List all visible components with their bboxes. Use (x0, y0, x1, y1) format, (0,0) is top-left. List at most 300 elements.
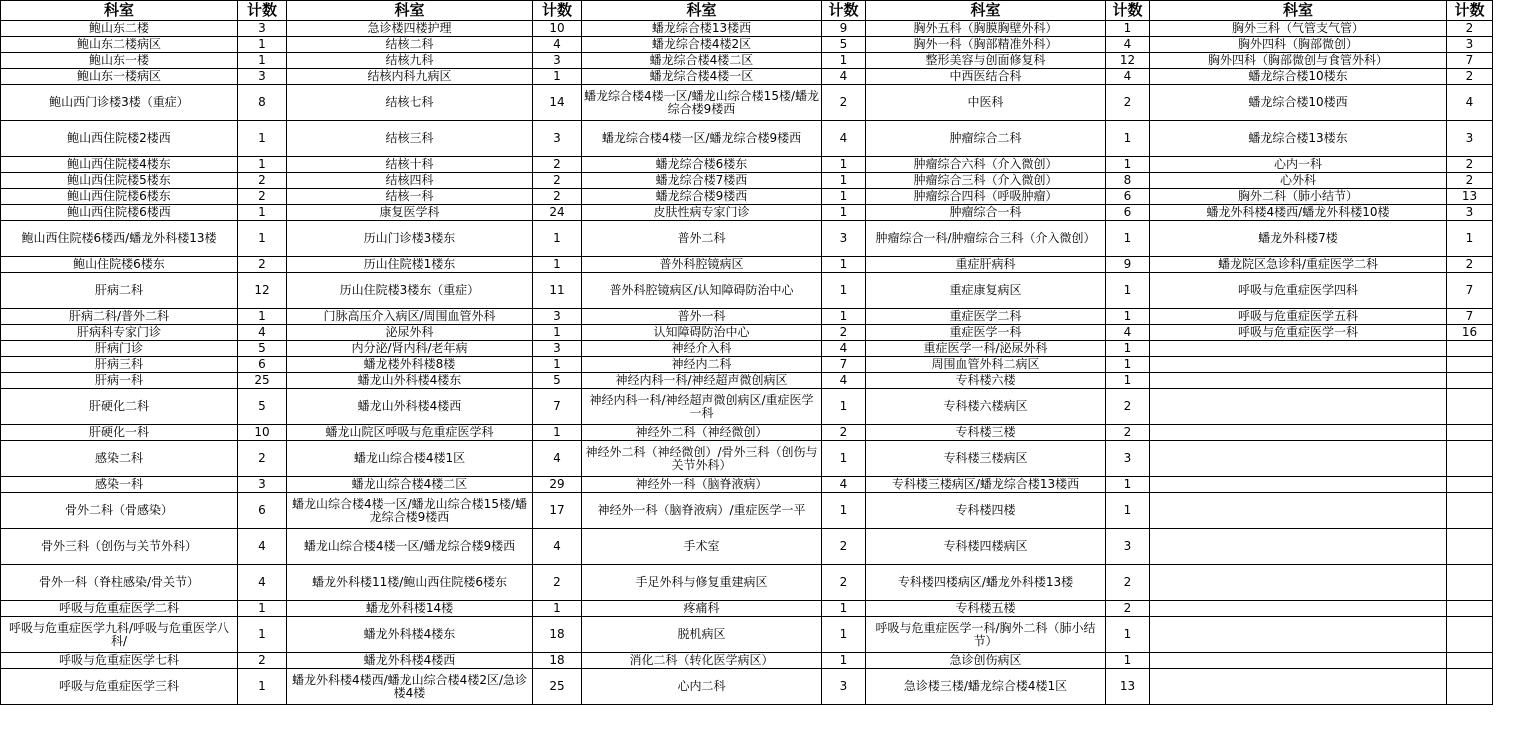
department-cell[interactable]: 蟠龙外科楼11楼/鲍山西住院楼6楼东 (287, 565, 533, 601)
count-cell[interactable] (1447, 425, 1493, 441)
column-header-department[interactable]: 科室 (1, 1, 238, 21)
department-cell[interactable]: 肿瘤综合四科（呼吸肿瘤） (866, 189, 1106, 205)
department-cell[interactable]: 专科楼三楼病区/蟠龙综合楼13楼西 (866, 477, 1106, 493)
department-cell[interactable]: 门脉高压介入病区/周围血管外科 (287, 309, 533, 325)
count-cell[interactable]: 2 (238, 173, 287, 189)
department-cell[interactable]: 蟠龙院区急诊科/重症医学二科 (1150, 257, 1447, 273)
count-cell[interactable]: 1 (533, 601, 582, 617)
department-cell[interactable]: 呼吸与危重症医学一科 (1150, 325, 1447, 341)
department-cell[interactable]: 胸外三科（气管支气管） (1150, 21, 1447, 37)
department-cell[interactable]: 急诊楼四楼护理 (287, 21, 533, 37)
count-cell[interactable]: 3 (1447, 121, 1493, 157)
count-cell[interactable]: 12 (238, 273, 287, 309)
department-cell[interactable]: 结核三科 (287, 121, 533, 157)
department-cell[interactable]: 骨外三科（创伤与关节外科） (1, 529, 238, 565)
department-cell[interactable]: 蟠龙综合楼4楼一区/蟠龙山综合楼15楼/蟠龙综合楼9楼西 (582, 85, 822, 121)
department-cell[interactable]: 中医科 (866, 85, 1106, 121)
department-cell[interactable]: 神经外二科（神经微创） (582, 425, 822, 441)
count-cell[interactable]: 4 (1106, 37, 1150, 53)
department-cell[interactable]: 胸外五科（胸膜胸壁外科） (866, 21, 1106, 37)
count-cell[interactable]: 1 (822, 173, 866, 189)
count-cell[interactable]: 1 (822, 157, 866, 173)
count-cell[interactable]: 16 (1447, 325, 1493, 341)
count-cell[interactable]: 2 (822, 325, 866, 341)
department-cell[interactable]: 神经内二科 (582, 357, 822, 373)
department-cell[interactable]: 周围血管外科二病区 (866, 357, 1106, 373)
count-cell[interactable] (1447, 493, 1493, 529)
department-cell[interactable]: 神经介入科 (582, 341, 822, 357)
count-cell[interactable]: 4 (238, 325, 287, 341)
count-cell[interactable]: 1 (238, 601, 287, 617)
department-cell[interactable]: 急诊楼三楼/蟠龙综合楼4楼1区 (866, 669, 1106, 705)
department-cell[interactable] (1150, 425, 1447, 441)
department-cell[interactable]: 重症医学一科/泌尿外科 (866, 341, 1106, 357)
count-cell[interactable]: 9 (1106, 257, 1150, 273)
count-cell[interactable]: 5 (238, 341, 287, 357)
count-cell[interactable]: 18 (533, 617, 582, 653)
department-cell[interactable]: 鲍山西门诊楼3楼（重症） (1, 85, 238, 121)
count-cell[interactable]: 4 (238, 529, 287, 565)
department-cell[interactable]: 肿瘤综合六科（介入微创） (866, 157, 1106, 173)
department-cell[interactable]: 肿瘤综合二科 (866, 121, 1106, 157)
department-cell[interactable] (1150, 617, 1447, 653)
count-cell[interactable]: 2 (533, 157, 582, 173)
count-cell[interactable]: 10 (238, 425, 287, 441)
department-cell[interactable]: 蟠龙外科楼4楼西 (287, 653, 533, 669)
count-cell[interactable]: 13 (1447, 189, 1493, 205)
department-cell[interactable]: 认知障碍防治中心 (582, 325, 822, 341)
department-cell[interactable]: 专科楼六楼 (866, 373, 1106, 389)
count-cell[interactable]: 4 (822, 121, 866, 157)
count-cell[interactable]: 2 (1447, 257, 1493, 273)
count-cell[interactable]: 4 (822, 341, 866, 357)
department-cell[interactable]: 皮肤性病专家门诊 (582, 205, 822, 221)
count-cell[interactable]: 1 (533, 357, 582, 373)
count-cell[interactable]: 1 (822, 617, 866, 653)
count-cell[interactable]: 1 (238, 121, 287, 157)
count-cell[interactable]: 1 (1106, 341, 1150, 357)
count-cell[interactable]: 4 (1447, 85, 1493, 121)
department-cell[interactable]: 神经内科一科/神经超声微创病区/重症医学一科 (582, 389, 822, 425)
count-cell[interactable]: 3 (238, 477, 287, 493)
count-cell[interactable]: 7 (822, 357, 866, 373)
department-cell[interactable]: 蟠龙综合楼4楼一区 (582, 69, 822, 85)
department-cell[interactable]: 骨外二科（骨感染） (1, 493, 238, 529)
department-cell[interactable]: 鲍山住院楼6楼东 (1, 257, 238, 273)
count-cell[interactable] (1447, 477, 1493, 493)
count-cell[interactable]: 1 (533, 257, 582, 273)
department-cell[interactable]: 结核一科 (287, 189, 533, 205)
column-header-count[interactable]: 计数 (1106, 1, 1150, 21)
count-cell[interactable]: 3 (533, 53, 582, 69)
department-cell[interactable] (1150, 601, 1447, 617)
count-cell[interactable]: 2 (1447, 173, 1493, 189)
count-cell[interactable]: 4 (533, 529, 582, 565)
department-cell[interactable]: 肝病一科 (1, 373, 238, 389)
department-cell[interactable]: 蟠龙外科楼4楼东 (287, 617, 533, 653)
column-header-count[interactable]: 计数 (533, 1, 582, 21)
count-cell[interactable]: 4 (533, 441, 582, 477)
department-cell[interactable]: 胸外四科（胸部微创与食管外科） (1150, 53, 1447, 69)
department-cell[interactable]: 心内二科 (582, 669, 822, 705)
count-cell[interactable]: 3 (533, 341, 582, 357)
count-cell[interactable]: 1 (822, 309, 866, 325)
department-cell[interactable]: 结核九科 (287, 53, 533, 69)
count-cell[interactable]: 4 (822, 69, 866, 85)
department-cell[interactable]: 肝病二科/普外二科 (1, 309, 238, 325)
count-cell[interactable]: 4 (533, 37, 582, 53)
count-cell[interactable]: 2 (822, 529, 866, 565)
count-cell[interactable]: 1 (822, 389, 866, 425)
department-cell[interactable]: 消化二科（转化医学病区） (582, 653, 822, 669)
count-cell[interactable]: 6 (1106, 205, 1150, 221)
count-cell[interactable]: 7 (1447, 273, 1493, 309)
count-cell[interactable]: 6 (238, 493, 287, 529)
department-cell[interactable] (1150, 373, 1447, 389)
department-cell[interactable]: 重症肝病科 (866, 257, 1106, 273)
department-cell[interactable]: 蟠龙外科楼14楼 (287, 601, 533, 617)
department-cell[interactable] (1150, 653, 1447, 669)
count-cell[interactable]: 1 (533, 69, 582, 85)
department-cell[interactable]: 专科楼五楼 (866, 601, 1106, 617)
department-cell[interactable]: 神经外一科（脑脊液病）/重症医学一平 (582, 493, 822, 529)
department-cell[interactable]: 骨外一科（脊柱感染/骨关节） (1, 565, 238, 601)
department-cell[interactable]: 手术室 (582, 529, 822, 565)
department-cell[interactable]: 历山门诊楼3楼东 (287, 221, 533, 257)
department-cell[interactable]: 神经外二科（神经微创）/骨外三科（创伤与关节外科） (582, 441, 822, 477)
department-cell[interactable]: 呼吸与危重症医学九科/呼吸与危重医学八科/ (1, 617, 238, 653)
count-cell[interactable]: 2 (1447, 21, 1493, 37)
count-cell[interactable]: 5 (238, 389, 287, 425)
count-cell[interactable]: 2 (238, 257, 287, 273)
department-cell[interactable] (1150, 669, 1447, 705)
department-cell[interactable]: 神经内科一科/神经超声微创病区 (582, 373, 822, 389)
department-cell[interactable]: 泌尿外科 (287, 325, 533, 341)
count-cell[interactable]: 7 (1447, 309, 1493, 325)
count-cell[interactable]: 25 (238, 373, 287, 389)
count-cell[interactable]: 1 (1447, 221, 1493, 257)
department-cell[interactable]: 鲍山东一楼病区 (1, 69, 238, 85)
count-cell[interactable]: 2 (1106, 601, 1150, 617)
count-cell[interactable]: 14 (533, 85, 582, 121)
count-cell[interactable]: 2 (822, 565, 866, 601)
department-cell[interactable]: 鲍山东二楼 (1, 21, 238, 37)
count-cell[interactable] (1447, 669, 1493, 705)
department-cell[interactable]: 结核四科 (287, 173, 533, 189)
department-cell[interactable]: 专科楼三楼 (866, 425, 1106, 441)
count-cell[interactable] (1447, 341, 1493, 357)
count-cell[interactable]: 1 (238, 221, 287, 257)
count-cell[interactable]: 1 (533, 325, 582, 341)
count-cell[interactable]: 11 (533, 273, 582, 309)
department-cell[interactable]: 蟠龙综合楼4楼二区 (582, 53, 822, 69)
department-cell[interactable]: 普外二科 (582, 221, 822, 257)
department-cell[interactable]: 结核七科 (287, 85, 533, 121)
department-cell[interactable]: 胸外四科（胸部微创） (1150, 37, 1447, 53)
count-cell[interactable] (1447, 389, 1493, 425)
department-cell[interactable]: 历山住院楼1楼东 (287, 257, 533, 273)
department-cell[interactable]: 鲍山西住院楼2楼西 (1, 121, 238, 157)
department-cell[interactable]: 鲍山西住院楼6楼东 (1, 189, 238, 205)
department-cell[interactable]: 肝硬化一科 (1, 425, 238, 441)
count-cell[interactable] (1447, 529, 1493, 565)
department-cell[interactable]: 整形美容与创面修复科 (866, 53, 1106, 69)
department-cell[interactable]: 蟠龙山外科楼4楼西 (287, 389, 533, 425)
count-cell[interactable]: 1 (533, 221, 582, 257)
department-cell[interactable]: 蟠龙山院区呼吸与危重症医学科 (287, 425, 533, 441)
department-cell[interactable]: 感染一科 (1, 477, 238, 493)
department-cell[interactable]: 肿瘤综合一科/肿瘤综合三科（介入微创） (866, 221, 1106, 257)
department-cell[interactable]: 蟠龙综合楼4楼2区 (582, 37, 822, 53)
count-cell[interactable]: 3 (822, 221, 866, 257)
department-cell[interactable]: 肝病二科 (1, 273, 238, 309)
count-cell[interactable]: 3 (533, 309, 582, 325)
department-cell[interactable]: 蟠龙外科楼7楼 (1150, 221, 1447, 257)
count-cell[interactable]: 25 (533, 669, 582, 705)
count-cell[interactable]: 4 (1106, 69, 1150, 85)
department-cell[interactable] (1150, 341, 1447, 357)
count-cell[interactable]: 7 (533, 389, 582, 425)
count-cell[interactable]: 2 (533, 173, 582, 189)
department-cell[interactable]: 手足外科与修复重建病区 (582, 565, 822, 601)
count-cell[interactable]: 1 (1106, 21, 1150, 37)
department-cell[interactable]: 蟠龙综合楼13楼东 (1150, 121, 1447, 157)
department-cell[interactable]: 结核十科 (287, 157, 533, 173)
count-cell[interactable]: 1 (822, 53, 866, 69)
count-cell[interactable]: 17 (533, 493, 582, 529)
department-cell[interactable]: 普外科腔镜病区/认知障碍防治中心 (582, 273, 822, 309)
count-cell[interactable]: 2 (533, 189, 582, 205)
department-cell[interactable]: 康复医学科 (287, 205, 533, 221)
department-cell[interactable] (1150, 529, 1447, 565)
count-cell[interactable]: 3 (1106, 529, 1150, 565)
department-cell[interactable]: 心外科 (1150, 173, 1447, 189)
department-cell[interactable]: 肿瘤综合三科（介入微创） (866, 173, 1106, 189)
department-cell[interactable]: 蟠龙山综合楼4楼一区/蟠龙综合楼9楼西 (287, 529, 533, 565)
department-cell[interactable]: 脱机病区 (582, 617, 822, 653)
department-cell[interactable]: 专科楼四楼病区/蟠龙外科楼13楼 (866, 565, 1106, 601)
department-cell[interactable] (1150, 441, 1447, 477)
count-cell[interactable] (1447, 373, 1493, 389)
department-cell[interactable] (1150, 389, 1447, 425)
count-cell[interactable]: 29 (533, 477, 582, 493)
count-cell[interactable]: 1 (822, 493, 866, 529)
department-cell[interactable]: 专科楼四楼病区 (866, 529, 1106, 565)
department-cell[interactable]: 蟠龙山综合楼4楼1区 (287, 441, 533, 477)
department-cell[interactable]: 结核内科九病区 (287, 69, 533, 85)
department-cell[interactable]: 内分泌/肾内科/老年病 (287, 341, 533, 357)
column-header-department[interactable]: 科室 (866, 1, 1106, 21)
department-cell[interactable]: 肝病门诊 (1, 341, 238, 357)
count-cell[interactable]: 1 (822, 257, 866, 273)
department-cell[interactable]: 蟠龙综合楼7楼西 (582, 173, 822, 189)
department-cell[interactable]: 鲍山东二楼病区 (1, 37, 238, 53)
count-cell[interactable]: 4 (822, 477, 866, 493)
column-header-department[interactable]: 科室 (1150, 1, 1447, 21)
count-cell[interactable]: 6 (238, 357, 287, 373)
count-cell[interactable]: 3 (533, 121, 582, 157)
department-cell[interactable] (1150, 565, 1447, 601)
count-cell[interactable]: 1 (822, 189, 866, 205)
count-cell[interactable]: 4 (822, 373, 866, 389)
department-cell[interactable] (1150, 493, 1447, 529)
department-cell[interactable]: 胸外一科（胸部精准外科） (866, 37, 1106, 53)
count-cell[interactable] (1447, 441, 1493, 477)
department-cell[interactable]: 呼吸与危重症医学二科 (1, 601, 238, 617)
count-cell[interactable]: 2 (1447, 69, 1493, 85)
count-cell[interactable]: 1 (238, 53, 287, 69)
count-cell[interactable]: 4 (238, 565, 287, 601)
column-header-count[interactable]: 计数 (238, 1, 287, 21)
department-cell[interactable]: 蟠龙综合楼9楼西 (582, 189, 822, 205)
department-cell[interactable]: 呼吸与危重症医学四科 (1150, 273, 1447, 309)
department-cell[interactable]: 普外一科 (582, 309, 822, 325)
column-header-department[interactable]: 科室 (582, 1, 822, 21)
count-cell[interactable]: 12 (1106, 53, 1150, 69)
department-cell[interactable]: 历山住院楼3楼东（重症） (287, 273, 533, 309)
count-cell[interactable]: 2 (533, 565, 582, 601)
count-cell[interactable]: 2 (822, 85, 866, 121)
department-cell[interactable]: 神经外一科（脑脊液病） (582, 477, 822, 493)
department-cell[interactable]: 普外科腔镜病区 (582, 257, 822, 273)
department-cell[interactable]: 结核二科 (287, 37, 533, 53)
count-cell[interactable]: 1 (1106, 477, 1150, 493)
count-cell[interactable]: 5 (822, 37, 866, 53)
department-cell[interactable]: 蟠龙外科楼4楼西/蟠龙山综合楼4楼2区/急诊楼4楼 (287, 669, 533, 705)
count-cell[interactable]: 1 (1106, 653, 1150, 669)
department-cell[interactable]: 蟠龙综合楼10楼东 (1150, 69, 1447, 85)
count-cell[interactable]: 1 (1106, 121, 1150, 157)
count-cell[interactable]: 7 (1447, 53, 1493, 69)
count-cell[interactable]: 1 (1106, 373, 1150, 389)
count-cell[interactable]: 1 (822, 653, 866, 669)
department-cell[interactable]: 鲍山西住院楼6楼西 (1, 205, 238, 221)
count-cell[interactable]: 1 (238, 37, 287, 53)
department-cell[interactable]: 蟠龙综合楼10楼西 (1150, 85, 1447, 121)
department-cell[interactable]: 呼吸与危重症医学一科/胸外二科（肺小结节） (866, 617, 1106, 653)
count-cell[interactable]: 10 (533, 21, 582, 37)
department-cell[interactable]: 急诊创伤病区 (866, 653, 1106, 669)
count-cell[interactable]: 5 (533, 373, 582, 389)
count-cell[interactable]: 1 (238, 617, 287, 653)
count-cell[interactable]: 3 (238, 69, 287, 85)
department-cell[interactable]: 专科楼四楼 (866, 493, 1106, 529)
department-cell[interactable]: 重症医学二科 (866, 309, 1106, 325)
department-cell[interactable]: 疼痛科 (582, 601, 822, 617)
department-cell[interactable]: 蟠龙楼外科楼8楼 (287, 357, 533, 373)
count-cell[interactable]: 1 (1106, 309, 1150, 325)
count-cell[interactable]: 1 (822, 205, 866, 221)
count-cell[interactable]: 24 (533, 205, 582, 221)
count-cell[interactable]: 9 (822, 21, 866, 37)
count-cell[interactable]: 1 (238, 205, 287, 221)
department-cell[interactable] (1150, 357, 1447, 373)
column-header-count[interactable]: 计数 (822, 1, 866, 21)
department-cell[interactable]: 专科楼三楼病区 (866, 441, 1106, 477)
department-cell[interactable]: 蟠龙综合楼13楼西 (582, 21, 822, 37)
count-cell[interactable]: 2 (1106, 85, 1150, 121)
count-cell[interactable]: 1 (238, 157, 287, 173)
count-cell[interactable]: 1 (822, 441, 866, 477)
count-cell[interactable]: 2 (1106, 425, 1150, 441)
count-cell[interactable]: 13 (1106, 669, 1150, 705)
department-cell[interactable] (1150, 477, 1447, 493)
count-cell[interactable]: 1 (1106, 617, 1150, 653)
department-cell[interactable]: 鲍山西住院楼5楼东 (1, 173, 238, 189)
count-cell[interactable]: 2 (1447, 157, 1493, 173)
count-cell[interactable]: 2 (1106, 565, 1150, 601)
count-cell[interactable]: 3 (1106, 441, 1150, 477)
department-cell[interactable]: 蟠龙山综合楼4楼二区 (287, 477, 533, 493)
count-cell[interactable]: 8 (1106, 173, 1150, 189)
count-cell[interactable]: 4 (1106, 325, 1150, 341)
department-cell[interactable]: 鲍山东一楼 (1, 53, 238, 69)
count-cell[interactable]: 2 (238, 189, 287, 205)
count-cell[interactable]: 1 (822, 601, 866, 617)
count-cell[interactable]: 1 (1106, 357, 1150, 373)
department-cell[interactable]: 肿瘤综合一科 (866, 205, 1106, 221)
department-cell[interactable]: 胸外二科（肺小结节） (1150, 189, 1447, 205)
count-cell[interactable] (1447, 565, 1493, 601)
count-cell[interactable]: 3 (822, 669, 866, 705)
count-cell[interactable] (1447, 653, 1493, 669)
count-cell[interactable] (1447, 617, 1493, 653)
count-cell[interactable]: 8 (238, 85, 287, 121)
count-cell[interactable]: 2 (1106, 389, 1150, 425)
count-cell[interactable]: 3 (1447, 37, 1493, 53)
count-cell[interactable] (1447, 357, 1493, 373)
department-cell[interactable]: 鲍山西住院楼4楼东 (1, 157, 238, 173)
department-cell[interactable]: 蟠龙综合楼6楼东 (582, 157, 822, 173)
count-cell[interactable]: 18 (533, 653, 582, 669)
department-cell[interactable]: 肝硬化二科 (1, 389, 238, 425)
department-cell[interactable]: 心内一科 (1150, 157, 1447, 173)
department-cell[interactable]: 感染二科 (1, 441, 238, 477)
department-cell[interactable]: 蟠龙综合楼4楼一区/蟠龙综合楼9楼西 (582, 121, 822, 157)
department-cell[interactable]: 呼吸与危重症医学七科 (1, 653, 238, 669)
department-cell[interactable]: 鲍山西住院楼6楼西/蟠龙外科楼13楼 (1, 221, 238, 257)
department-cell[interactable]: 蟠龙山综合楼4楼一区/蟠龙山综合楼15楼/蟠龙综合楼9楼西 (287, 493, 533, 529)
count-cell[interactable]: 1 (822, 273, 866, 309)
department-cell[interactable]: 肝病科专家门诊 (1, 325, 238, 341)
column-header-department[interactable]: 科室 (287, 1, 533, 21)
count-cell[interactable]: 2 (822, 425, 866, 441)
department-cell[interactable]: 重症医学一科 (866, 325, 1106, 341)
count-cell[interactable]: 1 (1106, 273, 1150, 309)
department-cell[interactable]: 蟠龙外科楼4楼西/蟠龙外科楼10楼 (1150, 205, 1447, 221)
count-cell[interactable]: 2 (238, 441, 287, 477)
department-cell[interactable]: 呼吸与危重症医学五科 (1150, 309, 1447, 325)
department-cell[interactable]: 呼吸与危重症医学三科 (1, 669, 238, 705)
count-cell[interactable]: 1 (533, 425, 582, 441)
column-header-count[interactable]: 计数 (1447, 1, 1493, 21)
count-cell[interactable]: 1 (238, 309, 287, 325)
department-cell[interactable]: 专科楼六楼病区 (866, 389, 1106, 425)
count-cell[interactable]: 3 (238, 21, 287, 37)
count-cell[interactable] (1447, 601, 1493, 617)
count-cell[interactable]: 1 (1106, 157, 1150, 173)
count-cell[interactable]: 1 (1106, 221, 1150, 257)
department-cell[interactable]: 肝病三科 (1, 357, 238, 373)
count-cell[interactable]: 1 (1106, 493, 1150, 529)
department-cell[interactable]: 蟠龙山外科楼4楼东 (287, 373, 533, 389)
count-cell[interactable]: 3 (1447, 205, 1493, 221)
count-cell[interactable]: 1 (238, 669, 287, 705)
department-cell[interactable]: 重症康复病区 (866, 273, 1106, 309)
count-cell[interactable]: 2 (238, 653, 287, 669)
department-cell[interactable]: 中西医结合科 (866, 69, 1106, 85)
count-cell[interactable]: 6 (1106, 189, 1150, 205)
